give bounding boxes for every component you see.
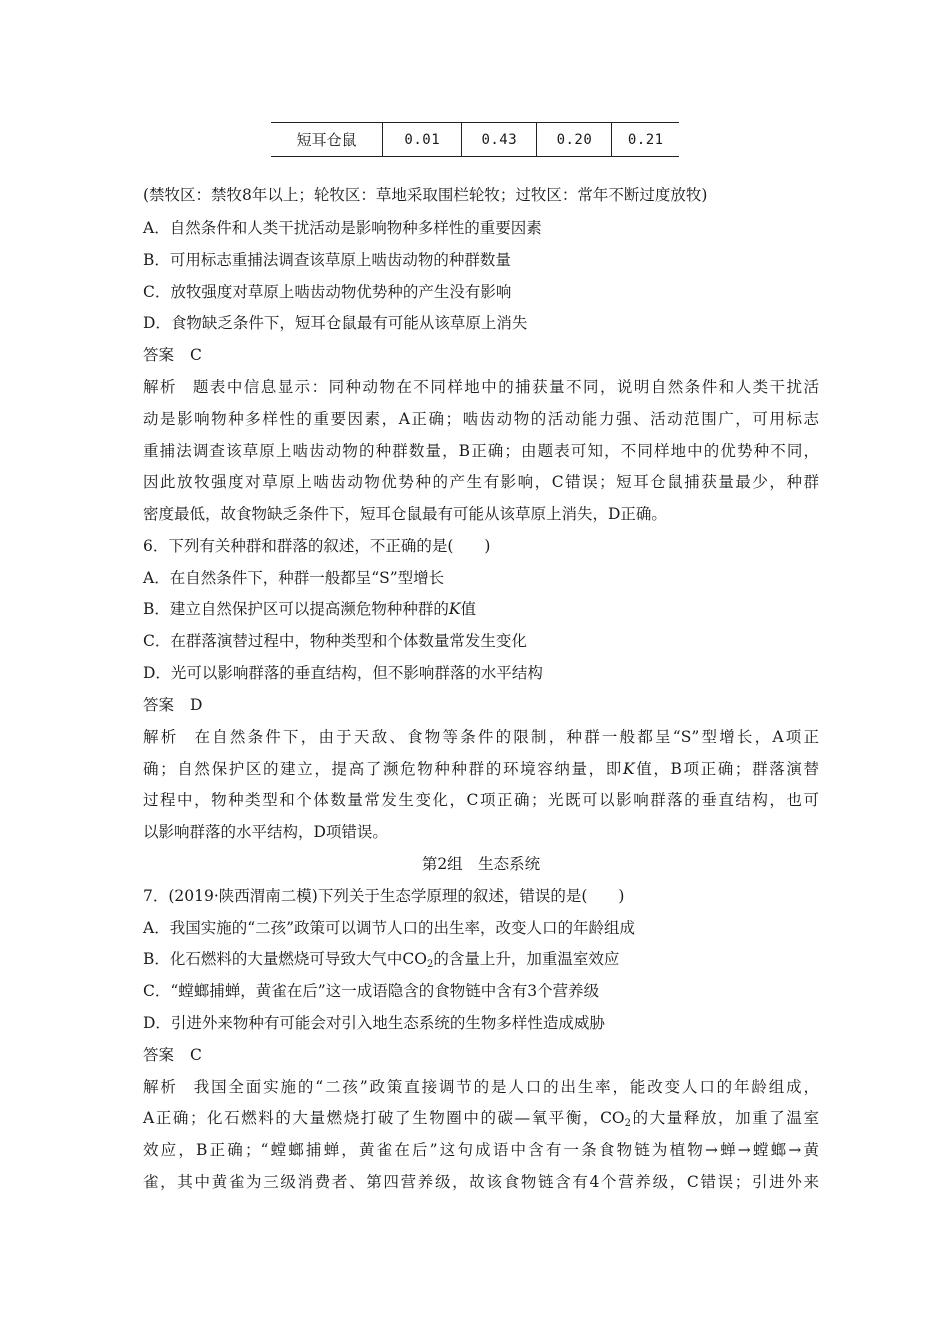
q6-analysis-line: 以影响群落的水平结构，D项错误。: [143, 823, 388, 841]
q7-option-a: A．我国实施的“二孩”政策可以调节人口的出生率，改变人口的年龄组成: [143, 919, 636, 937]
answer-value: D: [190, 696, 203, 714]
k-symbol: K: [448, 600, 461, 618]
text: 的大量释放，加重了温室: [631, 1109, 819, 1127]
analysis-text: 我国全面实施的“二孩”政策直接调节的是人口的出生率，能改变人口的年龄组成，: [193, 1078, 819, 1096]
q7-stem: 7．(2019·陕西渭南二模)下列关于生态学原理的叙述，错误的是( ): [143, 887, 625, 905]
analysis-label: 解析: [143, 1078, 178, 1096]
q5-answer: [143, 345, 819, 365]
k-symbol: K: [622, 760, 635, 778]
q7-option-d: D．引进外来物种有可能会对引入地生态系统的生物多样性造成威胁: [143, 1014, 605, 1032]
answer-value: C: [190, 1046, 202, 1064]
analysis-text: 在自然条件下，由于天敌、食物等条件的限制，种群一般都呈“S”型增长，A项正: [194, 728, 819, 746]
subscript: 2: [624, 1118, 632, 1129]
q6-stem: 6．下列有关种群和群落的叙述，不正确的是( ): [143, 537, 491, 555]
q6-analysis-line: [143, 759, 819, 779]
answer-label: 答案: [143, 1046, 175, 1064]
q5-analysis-line: 密度最低，故食物缺乏条件下，短耳仓鼠最有可能从该草原上消失，D正确。: [143, 505, 667, 523]
species-cell: 短耳仓鼠: [271, 123, 383, 157]
q6-analysis-line: 过程中，物种类型和个体数量常发生变化，C项正确；光既可以影响群落的垂直结构，也可: [143, 791, 819, 809]
q5-option-d: D．食物缺乏条件下，短耳仓鼠最有可能从该草原上消失: [143, 314, 528, 332]
q6-option-d: D．光可以影响群落的垂直结构，但不影响群落的水平结构: [143, 664, 543, 682]
table-note: (禁牧区：禁牧8年以上；轮牧区：草地采取围栏轮牧；过牧区：常年不断过度放牧): [143, 186, 708, 204]
text: 值，B项正确；群落演替: [634, 760, 819, 778]
subscript: 2: [426, 959, 434, 970]
q5-analysis-line: [143, 377, 819, 397]
analysis-text: 题表中信息显示：同种动物在不同样地中的捕获量不同，说明自然条件和人类干扰活: [192, 378, 819, 396]
q7-option-b: [143, 949, 819, 969]
q5-option-b: B．可用标志重捕法调查该草原上啮齿动物的种群数量: [143, 251, 511, 269]
value-cell: 0.43: [462, 123, 537, 157]
text: A正确；化石燃料的大量燃烧打破了生物圈中的碳—氧平衡，CO: [143, 1109, 625, 1127]
text: B．化石燃料的大量燃烧可导致大气中CO: [143, 950, 427, 968]
text: 确；自然保护区的建立，提高了濒危物种种群的环境容纳量，即: [143, 760, 623, 778]
q7-analysis-line: [143, 1077, 819, 1097]
q7-option-c: C．“螳螂捕蝉，黄雀在后”这一成语隐含的食物链中含有3个营养级: [143, 982, 600, 1000]
q7-analysis-line: 雀，其中黄雀为三级消费者、第四营养级，故该食物链含有4个营养级，C错误；引进外来: [143, 1173, 819, 1191]
capture-table-fragment: [271, 122, 679, 157]
q7-answer: [143, 1045, 819, 1065]
q6-option-c: C．在群落演替过程中，物种类型和个体数量常发生变化: [143, 632, 527, 650]
answer-label: 答案: [143, 346, 175, 364]
q5-analysis-line: 因此放牧强度对草原上啮齿动物优势种的产生有影响，C错误；短耳仓鼠捕获量最少，种群: [143, 473, 819, 491]
value-cell: 0.01: [383, 123, 462, 157]
q6-option-b: [143, 599, 819, 619]
q5-option-a: A．自然条件和人类干扰活动是影响物种多样性的重要因素: [143, 219, 542, 237]
value-cell: 0.21: [612, 123, 679, 157]
text: B．建立自然保护区可以提高濒危物种种群的: [143, 600, 449, 618]
answer-label: 答案: [143, 696, 175, 714]
table-row: [271, 123, 679, 157]
q5-analysis-line: 重捕法调查该草原上啮齿动物的种群数量，B正确；由题表可知，不同样地中的优势种不同，: [143, 442, 819, 460]
q6-analysis-line: [143, 727, 819, 747]
q6-answer: [143, 695, 819, 715]
text: 的含量上升，加重温室效应: [433, 950, 620, 968]
section-title: 第2组 生态系统: [421, 855, 541, 873]
answer-value: C: [190, 346, 202, 364]
q5-analysis-line: 动是影响物种多样性的重要因素，A正确；啮齿动物的活动能力强、活动范围广，可用标志: [143, 410, 819, 428]
analysis-label: 解析: [143, 378, 177, 396]
q5-option-c: C．放牧强度对草原上啮齿动物优势种的产生没有影响: [143, 283, 512, 301]
analysis-label: 解析: [143, 728, 179, 746]
q7-analysis-line: 效应，B正确；“螳螂捕蝉，黄雀在后”这句成语中含有一条食物链为植物→蝉→螳螂→黄: [143, 1141, 819, 1159]
value-cell: 0.20: [537, 123, 612, 157]
text: 值: [460, 600, 477, 618]
q6-option-a: A．在自然条件下，种群一般都呈“S”型增长: [143, 569, 445, 587]
q7-analysis-line: [143, 1108, 819, 1128]
